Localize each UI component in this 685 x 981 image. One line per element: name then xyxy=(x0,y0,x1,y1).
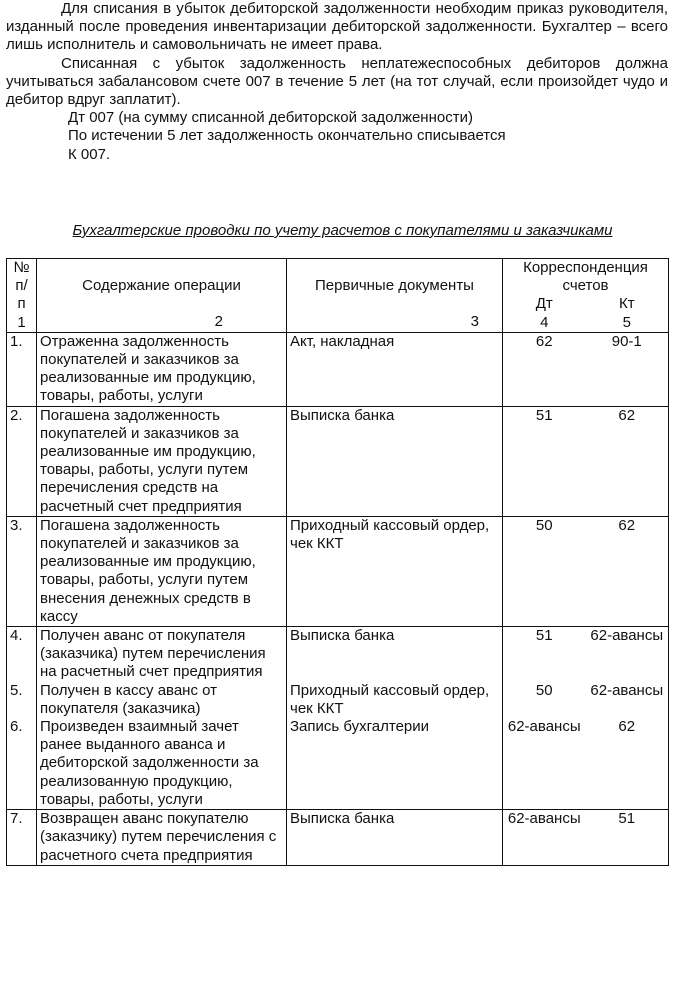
intro-paragraph-1: Для списания в убыток дебиторской задолженности необходим приказ руководителя, изданный после проведения инвентаризации дебиторской задолженности. Бухгалтер – всего лишь исполнитель и самовольничать не имеет права. xyxy=(6,0,668,54)
row-content: Произведен взаимный зачет ранее выданного аванса и дебиторской задолженности за реализованную продукцию, товары, работы, услуги xyxy=(37,718,287,810)
header-num xyxy=(7,259,37,333)
table-row xyxy=(7,810,669,866)
row-content: Отраженна задолженность покупателей и заказчиков за реализованные им продукцию, товары, работы, услуги xyxy=(37,332,287,406)
header-dt-num: 4 xyxy=(540,313,549,331)
header-corr-line: Корреспонденция xyxy=(523,259,648,276)
header-num-line: № xyxy=(13,259,30,276)
header-num-line: 1 xyxy=(17,313,26,331)
header-kt xyxy=(586,295,669,332)
row-num: 1. xyxy=(7,332,37,406)
row-credit: 62 xyxy=(586,406,669,516)
table-row xyxy=(7,516,669,626)
row-debit: 62-авансы xyxy=(503,718,586,810)
header-content-label: Содержание операции xyxy=(82,277,241,294)
row-debit: 50 xyxy=(503,682,586,718)
row-content: Погашена задолженность покупателей и заказчиков за реализованные им продукцию, товары, работы, услуги путем внесения денежных средств в кассу xyxy=(37,516,287,626)
row-debit: 51 xyxy=(503,627,586,682)
row-content: Получен в кассу аванс от покупателя (заказчика) xyxy=(37,682,287,718)
intro-line-3: К 007. xyxy=(68,145,111,163)
row-document: Акт, накладная xyxy=(287,332,503,406)
row-debit: 50 xyxy=(503,516,586,626)
row-content: Погашена задолженность покупателей и заказчиков за реализованные им продукцию, товары, работы, услуги путем перечисления средств на расчетный счет предприятия xyxy=(37,406,287,516)
row-credit: 62 xyxy=(586,516,669,626)
table-title: Бухгалтерские проводки по учету расчетов с покупателями и заказчиками xyxy=(72,222,613,239)
row-credit: 90-1 xyxy=(586,332,669,406)
table-header-row xyxy=(7,259,669,296)
row-debit: 62-авансы xyxy=(503,810,586,866)
header-content xyxy=(37,259,287,333)
header-num-line: п xyxy=(17,295,26,313)
table-row xyxy=(7,406,669,516)
row-num: 2. xyxy=(7,406,37,516)
row-document: Выписка банка xyxy=(287,406,503,516)
row-credit: 51 xyxy=(586,810,669,866)
row-document: Приходный кассовый ордер, чек ККТ xyxy=(287,682,503,718)
row-credit: 62-авансы xyxy=(586,682,669,718)
header-dt xyxy=(503,295,586,332)
table-row xyxy=(7,332,669,406)
row-credit: 62-авансы xyxy=(586,627,669,682)
header-num-line: п/ xyxy=(15,277,28,295)
row-num: 6. xyxy=(7,718,37,810)
row-debit: 62 xyxy=(503,332,586,406)
intro-line-2: По истечении 5 лет задолженность окончательно списывается xyxy=(68,127,506,145)
header-corr-line: счетов xyxy=(562,277,609,295)
intro-text xyxy=(6,0,668,164)
row-document: Выписка банка xyxy=(287,810,503,866)
table-row xyxy=(7,682,669,718)
header-docs xyxy=(287,259,503,333)
header-content-num: 2 xyxy=(214,313,223,331)
row-num: 4. xyxy=(7,627,37,682)
header-dt-label: Дт xyxy=(535,295,553,313)
intro-line-1: Дт 007 (на сумму списанной дебиторской задолженности) xyxy=(68,109,473,127)
header-kt-num: 5 xyxy=(622,313,631,331)
table-row xyxy=(7,627,669,682)
header-docs-label: Первичные документы xyxy=(315,277,474,294)
header-docs-num: 3 xyxy=(470,313,479,331)
row-content: Получен аванс от покупателя (заказчика) путем перечисления на расчетный счет предприятия xyxy=(37,627,287,682)
row-content: Возвращен аванс покупателю (заказчику) путем перечисления с расчетного счета предприятия xyxy=(37,810,287,866)
row-num: 7. xyxy=(7,810,37,866)
row-document: Выписка банка xyxy=(287,627,503,682)
row-credit: 62 xyxy=(586,718,669,810)
header-correspondence xyxy=(503,259,669,296)
intro-paragraph-2: Списанная с убыток задолженность неплатежеспособных дебиторов должна учитываться забалансовом счете 007 в течение 5 лет (на тот случай, если произойдет чудо и дебитор вдруг заплатит). xyxy=(6,54,668,109)
header-kt-label: Кт xyxy=(618,295,635,313)
row-document: Запись бухгалтерии xyxy=(287,718,503,810)
row-debit: 51 xyxy=(503,406,586,516)
table-row xyxy=(7,718,669,810)
row-document: Приходный кассовый ордер, чек ККТ xyxy=(287,516,503,626)
entries-table xyxy=(6,258,669,866)
row-num: 3. xyxy=(7,516,37,626)
row-num: 5. xyxy=(7,682,37,718)
